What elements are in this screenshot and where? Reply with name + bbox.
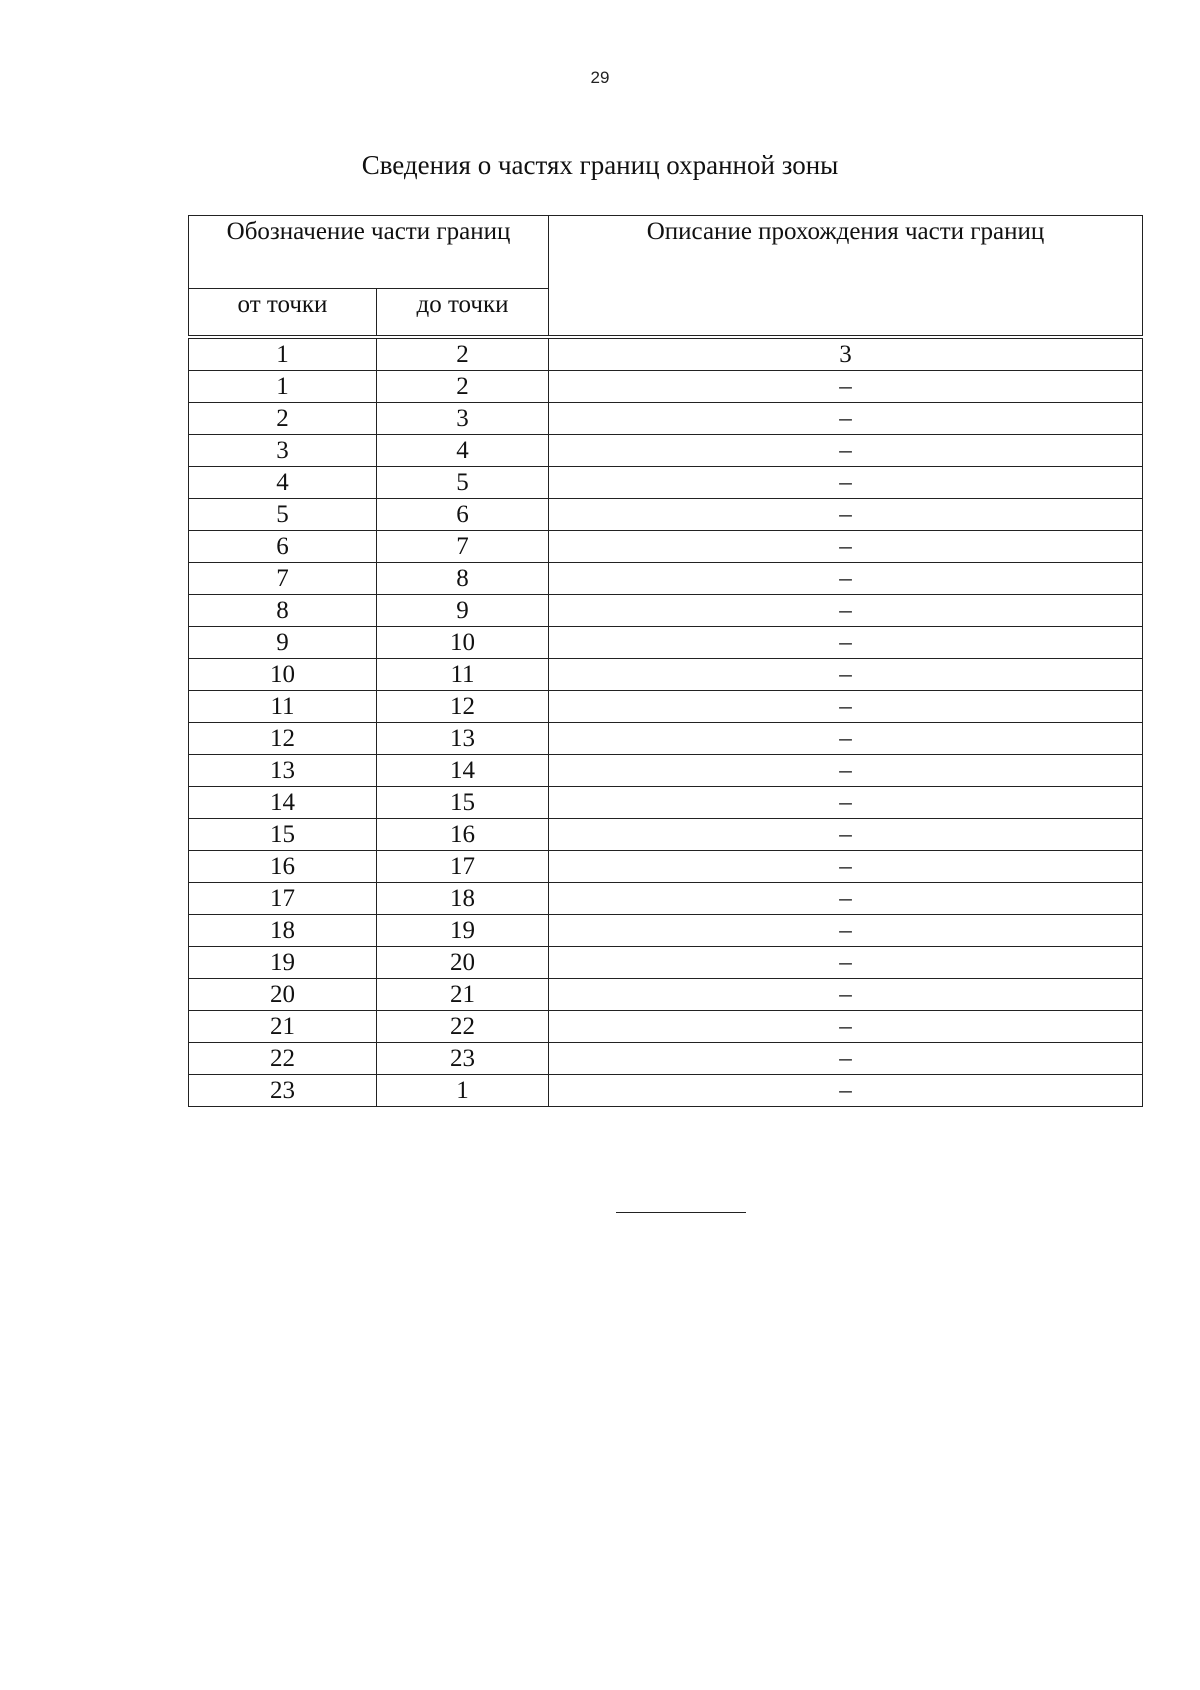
table-row: [189, 467, 1143, 499]
cell-description: –: [549, 723, 1143, 755]
table-row: [189, 435, 1143, 467]
cell-description: –: [549, 499, 1143, 531]
table-row: [189, 883, 1143, 915]
table-row: [189, 755, 1143, 787]
cell-to-point: 7: [377, 531, 549, 563]
header-boundary-description: Описание прохождения части границ: [549, 216, 1143, 336]
cell-description: –: [549, 563, 1143, 595]
table-row: [189, 691, 1143, 723]
table-row: [189, 1043, 1143, 1075]
cell-description: –: [549, 659, 1143, 691]
cell-to-point: 8: [377, 563, 549, 595]
table-row: [189, 915, 1143, 947]
cell-description: –: [549, 979, 1143, 1011]
cell-description: –: [549, 819, 1143, 851]
table-row: [189, 499, 1143, 531]
cell-description: –: [549, 1075, 1143, 1107]
cell-from-point: 18: [189, 915, 377, 947]
table-row: [189, 979, 1143, 1011]
cell-to-point: 18: [377, 883, 549, 915]
table-row: [189, 563, 1143, 595]
cell-to-point: 3: [377, 403, 549, 435]
table-row: [189, 531, 1143, 563]
cell-from-point: 2: [189, 403, 377, 435]
cell-description: –: [549, 787, 1143, 819]
cell-to-point: 4: [377, 435, 549, 467]
table-row: [189, 595, 1143, 627]
cell-from-point: 8: [189, 595, 377, 627]
table-row: [189, 947, 1143, 979]
cell-from-point: 22: [189, 1043, 377, 1075]
cell-to-point: 9: [377, 595, 549, 627]
cell-from-point: 9: [189, 627, 377, 659]
table-row: [189, 403, 1143, 435]
cell-from-point: 5: [189, 499, 377, 531]
cell-from-point: 20: [189, 979, 377, 1011]
table-row: [189, 659, 1143, 691]
cell-from-point: 10: [189, 659, 377, 691]
cell-to-point: 5: [377, 467, 549, 499]
table-row: [189, 627, 1143, 659]
cell-to-point: 17: [377, 851, 549, 883]
cell-description: –: [549, 531, 1143, 563]
cell-description: –: [549, 755, 1143, 787]
cell-from-point: 21: [189, 1011, 377, 1043]
end-rule: [616, 1212, 746, 1213]
cell-to-point: 14: [377, 755, 549, 787]
cell-to-point: 2: [377, 371, 549, 403]
table-row: [189, 339, 1143, 371]
header-boundary-designation: Обозначение части границ: [189, 216, 549, 289]
table-row: [189, 723, 1143, 755]
cell-description: –: [549, 691, 1143, 723]
cell-to-point: 19: [377, 915, 549, 947]
cell-from-point: 11: [189, 691, 377, 723]
table-row: [189, 851, 1143, 883]
cell-description: –: [549, 403, 1143, 435]
cell-from-point: 6: [189, 531, 377, 563]
cell-from-point: 1: [189, 339, 377, 371]
cell-description: –: [549, 883, 1143, 915]
cell-to-point: 16: [377, 819, 549, 851]
cell-description: –: [549, 371, 1143, 403]
document-title: Сведения о частях границ охранной зоны: [361, 150, 839, 180]
cell-to-point: 13: [377, 723, 549, 755]
table-row: [189, 1075, 1143, 1107]
cell-to-point: 6: [377, 499, 549, 531]
cell-from-point: 3: [189, 435, 377, 467]
table-header-row: [189, 216, 1143, 289]
cell-from-point: 7: [189, 563, 377, 595]
cell-from-point: 16: [189, 851, 377, 883]
cell-description: –: [549, 1011, 1143, 1043]
cell-description: –: [549, 1043, 1143, 1075]
boundary-parts-table: [188, 215, 1143, 1107]
cell-to-point: 1: [377, 1075, 549, 1107]
table-body: [189, 336, 1143, 1107]
cell-from-point: 4: [189, 467, 377, 499]
cell-to-point: 21: [377, 979, 549, 1011]
cell-to-point: 10: [377, 627, 549, 659]
cell-from-point: 1: [189, 371, 377, 403]
cell-description: –: [549, 947, 1143, 979]
cell-description: –: [549, 435, 1143, 467]
cell-from-point: 17: [189, 883, 377, 915]
cell-from-point: 23: [189, 1075, 377, 1107]
cell-to-point: 15: [377, 787, 549, 819]
cell-description: 3: [549, 339, 1143, 371]
cell-description: –: [549, 851, 1143, 883]
header-to-point: до точки: [377, 289, 549, 336]
table-row: [189, 371, 1143, 403]
cell-from-point: 13: [189, 755, 377, 787]
cell-description: –: [549, 915, 1143, 947]
cell-from-point: 14: [189, 787, 377, 819]
page-number: 29: [590, 68, 610, 87]
table-row: [189, 1011, 1143, 1043]
header-from-point: от точки: [189, 289, 377, 336]
cell-to-point: 2: [377, 339, 549, 371]
cell-from-point: 19: [189, 947, 377, 979]
cell-description: –: [549, 627, 1143, 659]
cell-to-point: 12: [377, 691, 549, 723]
cell-description: –: [549, 467, 1143, 499]
cell-to-point: 22: [377, 1011, 549, 1043]
cell-to-point: 11: [377, 659, 549, 691]
cell-to-point: 20: [377, 947, 549, 979]
cell-from-point: 12: [189, 723, 377, 755]
table-row: [189, 819, 1143, 851]
cell-description: –: [549, 595, 1143, 627]
cell-to-point: 23: [377, 1043, 549, 1075]
table-row: [189, 787, 1143, 819]
cell-from-point: 15: [189, 819, 377, 851]
